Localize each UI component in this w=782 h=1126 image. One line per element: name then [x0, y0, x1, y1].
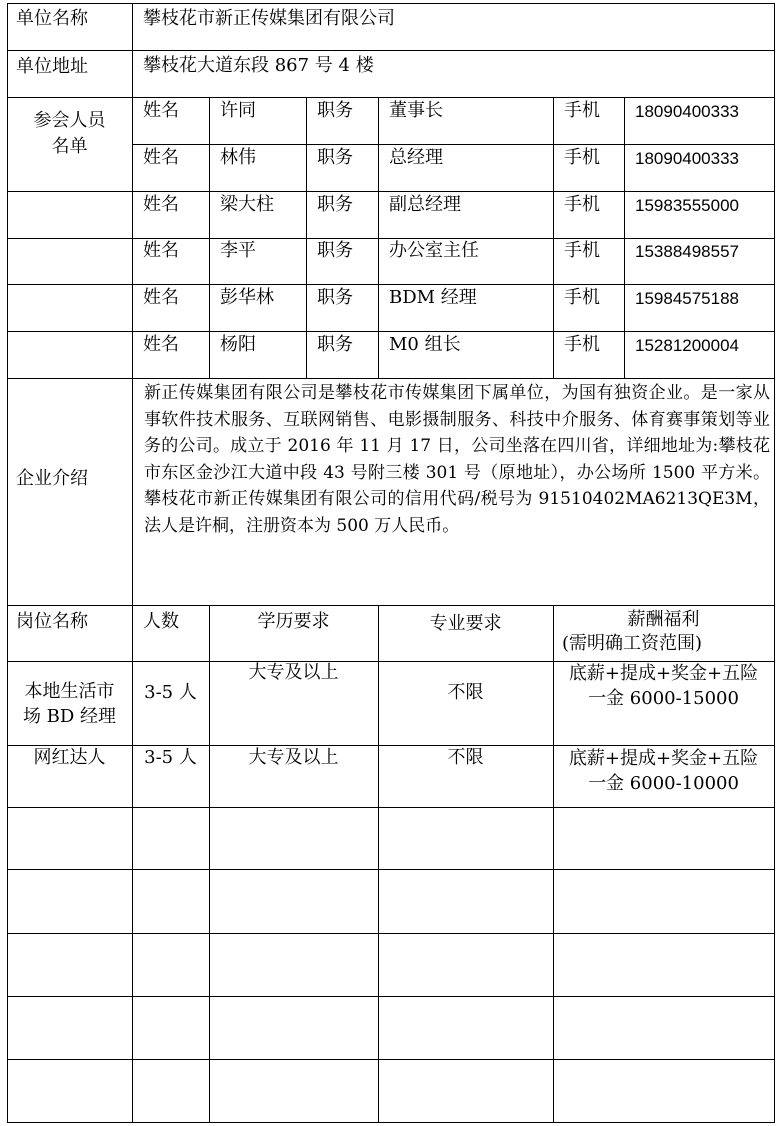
attendee-name: 许同 [220, 100, 256, 121]
attendee-position-label: 职务 [317, 147, 353, 168]
attendee-position-label: 职务 [317, 240, 353, 261]
attendee-position-label: 职务 [317, 100, 353, 121]
attendee-phone: 15984575188 [635, 289, 740, 308]
attendee-position-label: 职务 [317, 334, 353, 355]
job-salary-line1: 底薪+提成+奖金+五险 [568, 748, 759, 769]
company-intro-text: 新正传媒集团有限公司是攀枝花市传媒集团下属单位，为国有独资企业。是一家从事软件技术服务、互联网销售、电影摄制服务、科技中介服务、体育赛事策划等业务的公司。成立于 2016 年 11 月 17 日，公司坐落在四川省，详细地址为:攀枝花市东区金沙江大道中段 43 号附三楼 301 号（原地址），办公场所 1500 平方米。攀枝花市新正传媒集团有限公司的信用代码/税号为 91510402MA6213QE3M，法人是许桐，注册资本为 500 万人民币。 [144, 383, 770, 536]
attendee-phone: 15388498557 [635, 242, 740, 261]
job-title-line2: 场 BD 经理 [22, 706, 117, 727]
job-title: 本地生活市 [24, 681, 115, 702]
attendee-phone: 15983555000 [635, 196, 740, 215]
attendee-position: BDM 经理 [389, 287, 477, 308]
attendee-name: 林伟 [220, 147, 256, 168]
attendee-phone-label: 手机 [564, 287, 600, 308]
attendee-name-label: 姓名 [143, 194, 179, 215]
attendee-position: 办公室主任 [389, 240, 479, 261]
attendee-name-label: 姓名 [143, 334, 179, 355]
attendee-phone-label: 手机 [564, 334, 600, 355]
attendee-position: M0 组长 [389, 334, 461, 355]
attendee-phone-label: 手机 [564, 240, 600, 261]
job-title: 网红达人 [33, 747, 106, 768]
company-intro-label: 企业介绍 [16, 468, 88, 489]
attendee-phone: 15281200004 [635, 336, 740, 355]
attendee-name: 彭华林 [220, 287, 274, 308]
attendee-position: 总经理 [389, 147, 443, 168]
unit-name-value: 攀枝花市新正传媒集团有限公司 [143, 8, 395, 29]
unit-address-value: 攀枝花大道东段 867 号 4 楼 [143, 55, 374, 76]
job-education: 大专及以上 [248, 662, 339, 683]
job-salary-line2: 一金 6000-15000 [588, 688, 739, 709]
attendee-position-label: 职务 [317, 287, 353, 308]
attendee-phone: 18090400333 [635, 149, 740, 168]
attendee-phone-label: 手机 [564, 100, 600, 121]
attendee-position: 副总经理 [389, 194, 461, 215]
job-education: 大专及以上 [248, 747, 339, 768]
attendee-name: 杨阳 [220, 334, 256, 355]
job-salary-line2: 一金 6000-10000 [588, 773, 739, 794]
attendee-position-label: 职务 [317, 194, 353, 215]
job-major-header: 专业要求 [429, 613, 502, 634]
job-title-header: 岗位名称 [16, 611, 88, 632]
attendee-name: 李平 [220, 240, 256, 261]
job-education-header: 学历要求 [257, 611, 330, 632]
attendees-label-line1: 参会人员 [33, 110, 106, 131]
attendee-phone-label: 手机 [564, 194, 600, 215]
attendee-phone: 18090400333 [635, 102, 740, 121]
attendee-name-label: 姓名 [143, 147, 179, 168]
job-major: 不限 [447, 747, 484, 768]
job-salary-header-line2: (需明确工资范围) [562, 633, 703, 654]
attendee-name: 梁大柱 [220, 194, 274, 215]
unit-name-label: 单位名称 [16, 8, 88, 29]
job-count-header: 人数 [143, 611, 179, 632]
job-salary-header-line1: 薪酬福利 [627, 609, 700, 630]
job-count: 3-5 人 [144, 747, 197, 768]
job-salary-line1: 底薪+提成+奖金+五险 [568, 663, 759, 684]
attendee-position: 董事长 [389, 100, 443, 121]
attendee-phone-label: 手机 [564, 147, 600, 168]
attendees-label-line2: 名单 [51, 136, 88, 157]
attendee-name-label: 姓名 [143, 240, 179, 261]
job-count: 3-5 人 [144, 682, 197, 703]
unit-address-label: 单位地址 [16, 56, 88, 77]
job-major: 不限 [447, 682, 484, 703]
attendee-name-label: 姓名 [143, 100, 179, 121]
attendee-name-label: 姓名 [143, 287, 179, 308]
